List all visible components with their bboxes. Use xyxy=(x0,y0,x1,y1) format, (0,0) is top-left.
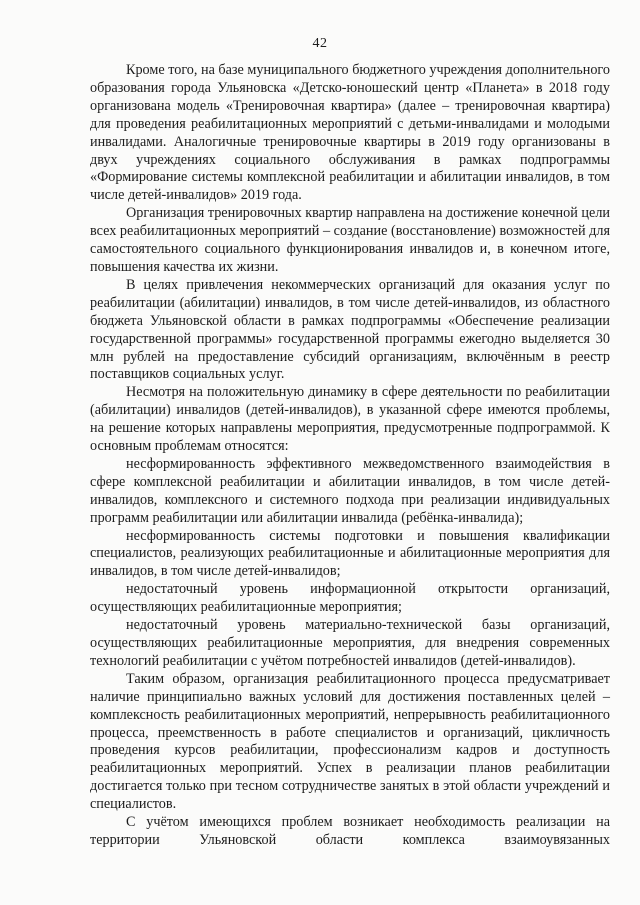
problem-item-material-base: недостаточный уровень материально-технической базы организаций, осуществляющих реабилитационные мероприятия, для внедрения современных технологий реабилитации с учётом потребностей инвалидов (детей-инвалидов). xyxy=(90,617,610,669)
document-body xyxy=(90,62,610,850)
paragraph-conclusion: Таким образом, организация реабилитационного процесса предусматривает наличие принципиально важных условий для достижения поставленных целей – комплексность реабилитационных мероприятий, непрерывность реабилитационного процесса, преемственность в работе специалистов и организаций, цикличность проведения курсов реабилитации, профессионализм кадров и доступность реабилитационных мероприятий. Успех в реализации планов реабилитации достигается только при тесном сотрудничестве занятых в этой области учреждений и специалистов. xyxy=(90,670,610,813)
problem-item-interagency: несформированность эффективного межведомственного взаимодействия в сфере комплексной реабилитации и абилитации инвалидов, в том числе детей-инвалидов, комплексного и системного подхода при реализации индивидуальных программ реабилитации или абилитации инвалида (ребёнка-инвалида); xyxy=(90,455,610,526)
paragraph-apartment-goal: Организация тренировочных квартир направлена на достижение конечной цели всех реабилитационных мероприятий – создание (восстановление) возможностей для самостоятельного социального функционирования инвалидов и, в конечном итоге, повышения качества их жизни. xyxy=(90,205,610,275)
problem-item-information: недостаточный уровень информационной открытости организаций, осуществляющих реабилитационные мероприятия; xyxy=(90,581,610,616)
problem-item-training: несформированность системы подготовки и повышения квалификации специалистов, реализующих реабилитационные и абилитационные мероприятия для инвалидов, в том числе детей-инвалидов; xyxy=(90,527,610,580)
paragraph-problems-intro: Несмотря на положительную динамику в сфере деятельности по реабилитации (абилитации) инвалидов (детей-инвалидов), в указанной сфере имеются проблемы, на решение которых направлены мероприятия, предусмотренные подпрограммой. К основным проблемам относятся: xyxy=(90,384,610,455)
paragraph-training-apartment: Кроме того, на базе муниципального бюджетного учреждения дополнительного образования города Ульяновска «Детско-юношеский центр «Планета» в 2018 году организована модель «Тренировочная квартира» (далее – тренировочная квартира) для проведения реабилитационных мероприятий с детьми-инвалидами и молодыми инвалидами. Аналогичные тренировочные квартиры в 2019 году организованы в двух учреждениях социального обслуживания в рамках подпрограммы «Формирование системы комплексной реабилитации и абилитации инвалидов, в том числе детей-инвалидов» 2019 года. xyxy=(90,62,610,204)
paragraph-necessity: С учётом имеющихся проблем возникает необходимость реализации на территории Ульяновской области комплекса взаимоувязанных xyxy=(90,814,610,848)
page-number: 42 xyxy=(312,36,328,51)
paragraph-nonprofit-funding: В целях привлечения некоммерческих организаций для оказания услуг по реабилитации (абилитации) инвалидов, в том числе детей-инвалидов, из областного бюджета Ульяновской области в рамках подпрограммы «Обеспечение реализации государственной программы» государственной программы ежегодно выделяется 30 млн рублей на предоставление субсидий организациям, включённым в реестр поставщиков социальных услуг. xyxy=(90,276,610,383)
